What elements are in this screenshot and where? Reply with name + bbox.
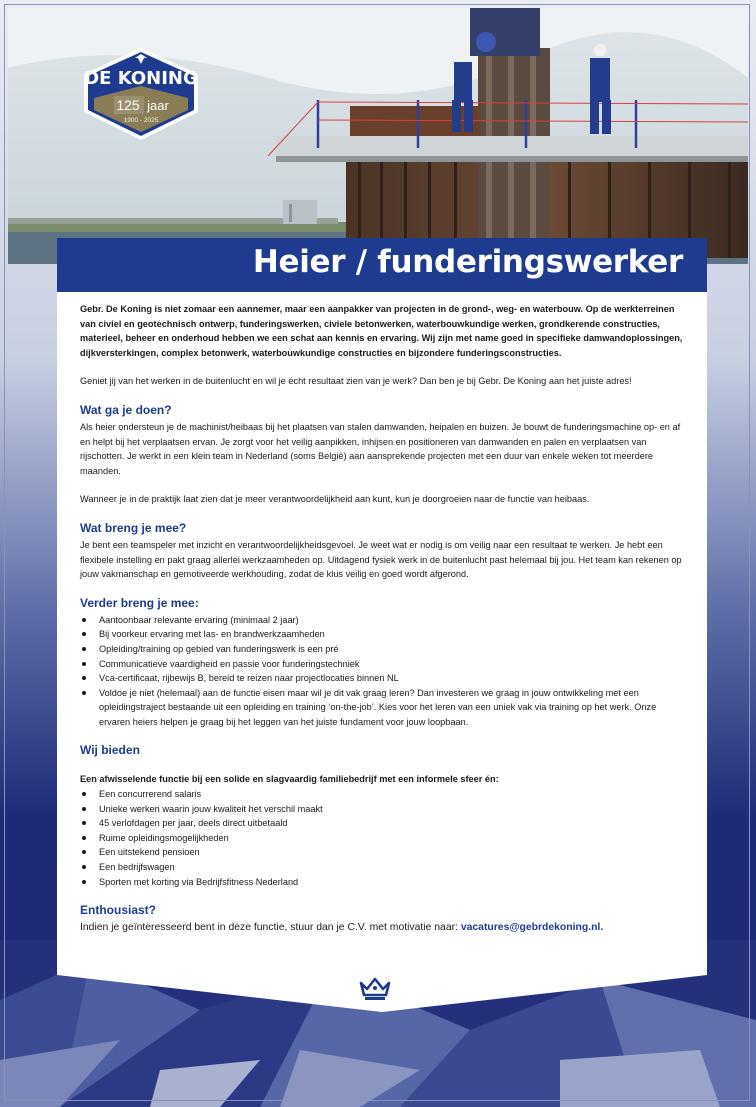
crown-icon: [359, 977, 391, 1001]
doen-paragraph-1: Als heier ondersteun je de machinist/heibaas bij het plaatsen van stalen damwanden, heipalen en buizen. Je bouwt de funderingsmachine op- en af en helpt bij het verplaatsen ervan. Je zorgt voor het veilig aanpikken, inhijsen en positioneren van damwanden en palen en verplaatsen van rijschotten. Je werkt in een klein team in Nederland (soms België) aan aansprekende projecten met een duur van enkele weken tot meerdere maanden.: [80, 421, 681, 476]
intro-text: Gebr. De Koning is niet zomaar een aannemer, maar een aanpakker van projecten in de grond-, weg- en waterbouw. Op de werkterreinen van civiel en geotechnisch ontwerp, funderingswerken, civiele betonwerken, waterbouwkundige werken, grondkerende constructies, materieel, beheer en onderhoud hebben we een schat aan kennis en ervaring. Wij zijn met name goed in specifieke damwandoplossingen, dijkversterkingen, complex betonwerk, waterbouwkundige constructies en bijzondere funderingsconstructies.: [80, 304, 683, 358]
heading-wij-bieden: Wij bieden: [80, 743, 140, 758]
list-item: Unieke werken waarin jouw kwaliteit het verschil maakt: [80, 802, 686, 817]
logo-years: 1900 - 2025: [123, 117, 159, 124]
list-item: 45 verlofdagen per jaar, deels direct uitbetaald: [80, 816, 686, 831]
closing-sentence: Indien je geïnteresseerd bent in deze functie, stuur dan je C.V. met motivatie naar:: [80, 922, 461, 934]
offer-lead: Een afwisselende functie bij een solide en slagvaardig familiebedrijf met een informele sfeer én:: [80, 774, 499, 785]
list-item: Voldoe je niet (helemaal) aan de functie eisen maar wil je dit vak graag leren? Dan investeren we graag in jouw ontwikkeling met een opleidingstraject bestaande uit een opleiding en training ‘on-the-job’. Kies voor het leren van een uniek vak via training op het werk. Onze ervaren heiers helpen je graag bij het leggen van het juiste fundament voor jouw loopbaan.: [80, 686, 686, 730]
company-logo: [80, 46, 202, 147]
list-item: Communicatieve vaardigheid en passie voor funderingstechniek: [80, 657, 686, 672]
title-bar: [57, 238, 707, 292]
list-item: Sporten met korting via Bedrijfsfitness Nederland: [80, 875, 686, 890]
list-item: Een concurrerend salaris: [80, 787, 686, 802]
vacancy-content: [80, 302, 686, 935]
heading-wat-breng-je-mee: Wat breng je mee?: [80, 520, 187, 535]
heading-verder-breng-je-mee: Verder breng je mee:: [80, 595, 199, 610]
list-item: Een bedrijfswagen: [80, 860, 686, 875]
list-item: Vca-certificaat, rijbewijs B, bereid te reizen naar projectlocaties binnen NL: [80, 671, 686, 686]
heading-wat-ga-je-doen: Wat ga je doen?: [80, 402, 172, 417]
closing-text: [80, 920, 686, 935]
requirements-list: [80, 613, 686, 730]
logo-anniversary-number: 125: [116, 97, 140, 113]
doen-paragraph-2: Wanneer je in de praktijk laat zien dat je meer verantwoordelijkheid aan kunt, kun je doorgroeien naar de functie van heibaas.: [80, 494, 590, 505]
offer-list: [80, 787, 686, 889]
email-link[interactable]: vacatures@gebrdekoning.nl.: [460, 922, 604, 934]
list-item: Opleiding/training op gebied van funderingswerk is een pré: [80, 642, 686, 657]
page-title: Heier / funderingswerker: [252, 244, 683, 280]
list-item: Aantoonbaar relevante ervaring (minimaal 2 jaar): [80, 613, 686, 628]
list-item: Ruime opleidingsmogelijkheden: [80, 831, 686, 846]
list-item: Een uitstekend pensioen: [80, 845, 686, 860]
logo-brand-text: DE KONING: [84, 68, 198, 89]
breng-paragraph: Je bent een teamspeler met inzicht en verantwoordelijkheidsgevoel. Je weet wat er nodig is om veilig naar een resultaat te werken. Je hebt een flexibele instelling en pakt graag allerlei werkzaamheden op. Uitdagend fysiek werk in de buitenlucht past helemaal bij jou. Het team kan rekenen op jouw vakmanschap en gemotiveerde werkhouding, zodat de klus veilig en goed wordt afgerond.: [80, 539, 682, 580]
heading-enthousiast: Enthousiast?: [80, 903, 157, 918]
list-item: Bij voorkeur ervaring met las- en brandwerkzaamheden: [80, 627, 686, 642]
logo-anniversary-word: jaar: [147, 98, 169, 113]
intro-question: Geniet jij van het werken in de buitenlucht en wil je écht resultaat zien van je werk? Dan ben je bij Gebr. De Koning aan het juiste adres!: [80, 376, 632, 387]
